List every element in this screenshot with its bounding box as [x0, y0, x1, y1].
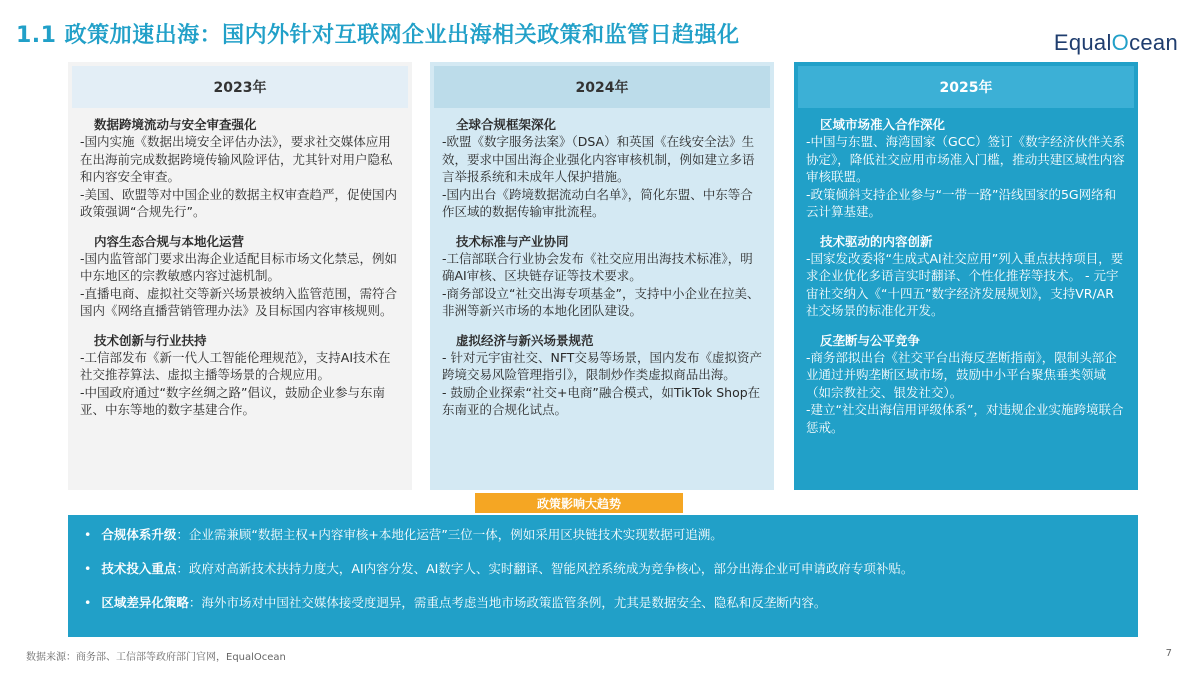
bullet-icon: •	[84, 527, 92, 542]
column-year-heading: 2024年	[434, 66, 770, 108]
section-title: 内容生态合规与本地化运营	[94, 233, 245, 249]
summary-text: ：海外市场对中国社交媒体接受度迥异，需重点考虑当地市场政策监管条例，尤其是数据安全、隐私和反垄断内容。	[188, 595, 827, 610]
bullet-icon: •	[84, 595, 92, 610]
section-title: 全球合规框架深化	[456, 117, 557, 132]
section-paragraph: -商务部拟出台《社交平台出海反垄断指南》，限制头部企业通过并购垄断区域市场，鼓励中小平台聚焦垂类领域（如宗教社交、银发社交）。	[806, 349, 1117, 400]
section-paragraph: -美国、欧盟等对中国企业的数据主权审查趋严，促使国内政策强调“合规先行”。	[80, 186, 398, 219]
summary-label: 区域差异化策略	[101, 595, 189, 610]
section-paragraph: -国家发改委将“生成式AI社交应用”列入重点扶持项目，要求企业优化多语言实时翻译、个性化推荐等技术。 - 元宇宙社交纳入《“十四五”数字经济发展规划》，支持VR/AR社交场景的标准化开发。	[806, 250, 1124, 318]
bullet-icon: •	[84, 561, 92, 576]
column-2025	[794, 62, 1138, 490]
summary-box	[68, 515, 1138, 637]
column-year-heading: 2025年	[798, 66, 1134, 108]
section-title: 技术创新与行业扶持	[94, 332, 207, 348]
policy-section	[442, 116, 762, 221]
section-paragraph: -商务部设立“社交出海专项基金”，支持中小企业在拉美、非洲等新兴市场的本地化团队建设。	[442, 285, 760, 318]
summary-text: ：政府对高新技术扶持力度大，AI内容分发、AI数字人、实时翻译、智能风控系统成为竞争核心，部分出海企业可申请政府专项补贴。	[176, 561, 914, 576]
section-paragraph: -欧盟《数字服务法案》（DSA）和英国《在线安全法》生效，要求中国出海企业强化内容审核机制，例如建立多语言举报系统和未成年人保护措施。	[442, 134, 755, 184]
section-title: 数据跨境流动与安全审查强化	[94, 117, 257, 132]
section-paragraph: -中国政府通过“数字丝绸之路”倡议，鼓励企业参与东南亚、中东等地的数字基建合作。	[80, 384, 385, 417]
logo-text-cean: cean	[1129, 30, 1178, 55]
section-paragraph: -工信部发布《新一代人工智能伦理规范》，支持AI技术在社交推荐算法、虚拟主播等场景的合规应用。	[80, 349, 391, 382]
policy-section	[442, 332, 762, 419]
policy-section	[806, 116, 1126, 221]
column-year-heading: 2023年	[72, 66, 408, 108]
policy-section	[442, 233, 762, 320]
logo-text-o: O	[1111, 30, 1130, 55]
section-paragraph: -国内出台《跨境数据流动白名单》，简化东盟、中东等合作区域的数据传输审批流程。	[442, 186, 753, 219]
section-paragraph: -政策倾斜支持企业参与“一带一路”沿线国家的5G网络和云计算基建。	[806, 186, 1117, 219]
section-title: 技术驱动的内容创新	[820, 233, 933, 249]
summary-text: ：企业需兼顾“数据主权+内容审核+本地化运营”三位一体，例如采用区块链技术实现数据可追溯。	[176, 527, 723, 542]
summary-label: 技术投入重点	[101, 561, 177, 576]
logo-text-equal: Equal	[1053, 30, 1112, 55]
section-paragraph: -直播电商、虚拟社交等新兴场景被纳入监管范围，需符合国内《网络直播营销管理办法》及目标国内容审核规则。	[80, 285, 398, 318]
section-paragraph: - 针对元宇宙社交、NFT交易等场景，国内发布《虚拟资产跨境交易风险管理指引》，限制炒作类虚拟商品出海。	[442, 349, 762, 382]
section-title: 虚拟经济与新兴场景规范	[456, 332, 594, 348]
policy-section	[80, 332, 400, 419]
summary-item	[84, 561, 1122, 577]
column-2023	[68, 62, 412, 490]
section-title: 区域市场准入合作深化	[820, 117, 946, 132]
policy-section	[806, 332, 1126, 437]
section-title: 技术标准与产业协同	[456, 233, 569, 249]
policy-section	[80, 116, 400, 221]
summary-item	[84, 527, 1122, 543]
page-title: 1.1 政策加速出海：国内外针对互联网企业出海相关政策和监管日趋强化	[16, 23, 740, 48]
summary-item	[84, 595, 1122, 611]
section-paragraph: -工信部联合行业协会发布《社交应用出海技术标准》，明确AI审核、区块链存证等技术要求。	[442, 250, 753, 283]
summary-label: 合规体系升级	[101, 527, 177, 542]
policy-section	[806, 233, 1126, 320]
trend-banner: 政策影响大趋势	[475, 493, 683, 513]
section-paragraph: - 鼓励企业探索“社交+电商”融合模式，如TikTok Shop在东南亚的合规化试点。	[442, 384, 761, 417]
column-2024	[430, 62, 774, 490]
data-source-note: 数据来源：商务部、工信部等政府部门官网，EqualOcean	[26, 652, 286, 663]
page-number: 7	[1165, 648, 1172, 659]
section-paragraph: -国内监管部门要求出海企业适配目标市场文化禁忌，例如中东地区的宗教敏感内容过滤机制。	[80, 250, 398, 283]
section-paragraph: -建立“社交出海信用评级体系”，对违规企业实施跨境联合惩戒。	[806, 402, 1124, 435]
section-title: 反垄断与公平竞争	[820, 332, 921, 348]
policy-section	[80, 233, 400, 320]
brand-logo	[1054, 30, 1178, 56]
section-paragraph: -中国与东盟、海湾国家（GCC）签订《数字经济伙伴关系协定》，降低社交应用市场准入门槛，推动共建区域性内容审核联盟。	[806, 134, 1126, 184]
section-paragraph: -国内实施《数据出境安全评估办法》，要求社交媒体应用在出海前完成数据跨境传输风险评估，尤其针对用户隐私和内容安全审查。	[80, 134, 393, 184]
